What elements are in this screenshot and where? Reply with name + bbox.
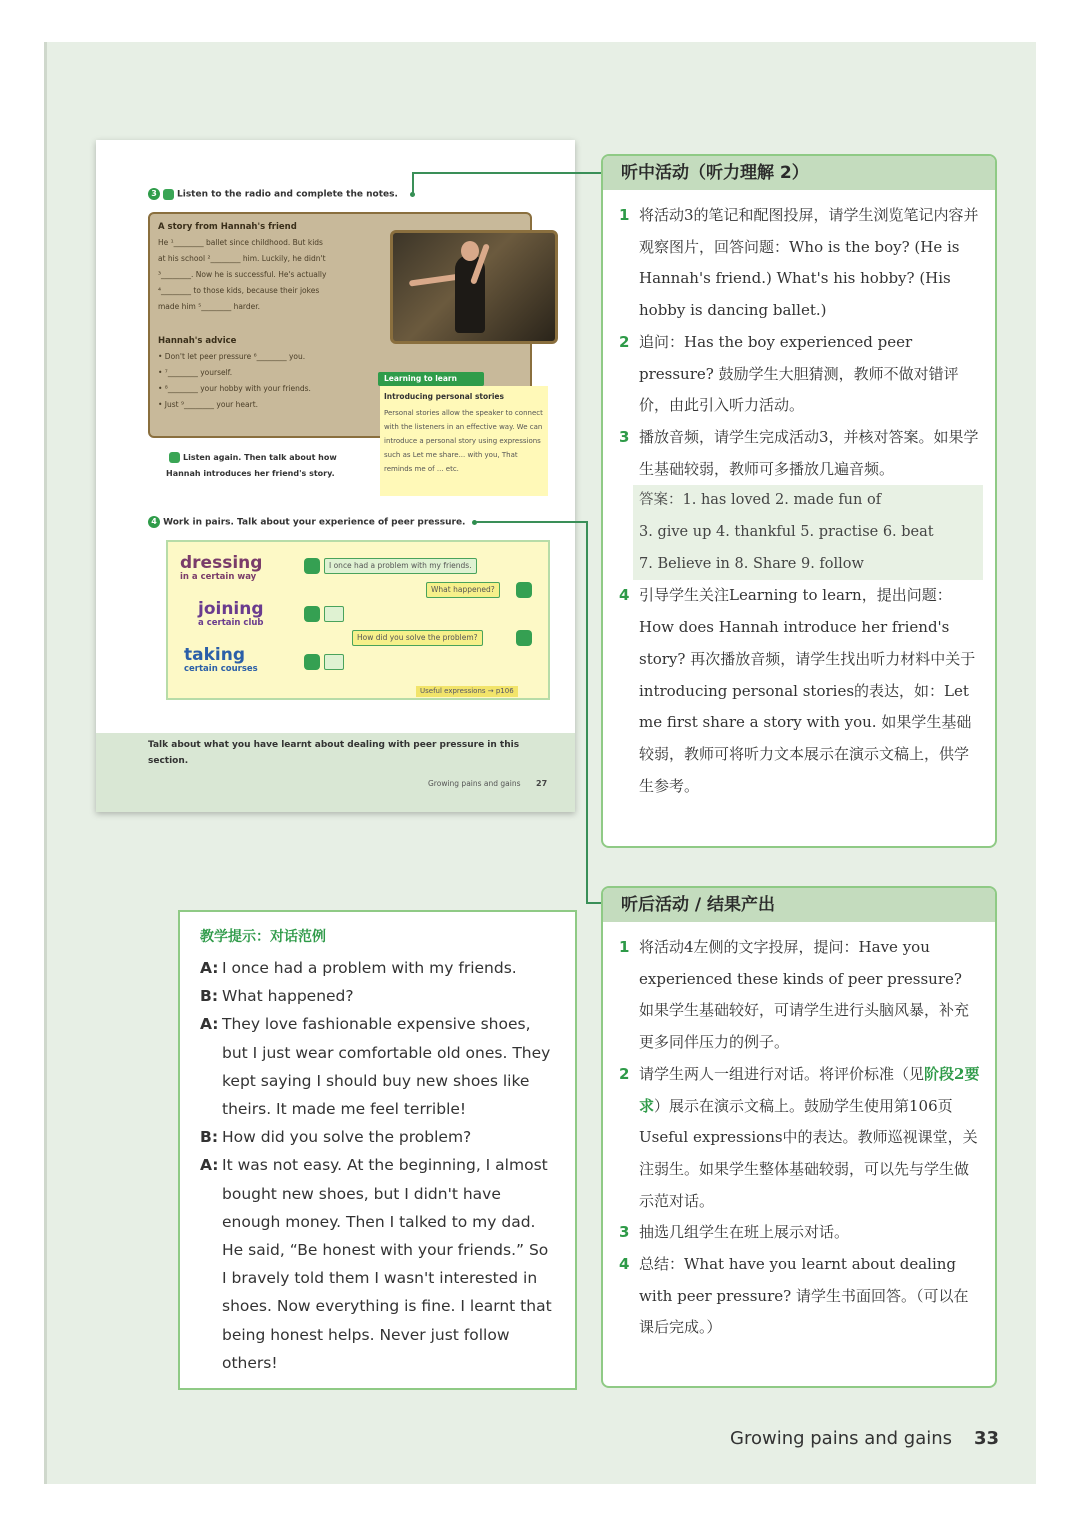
step-item: 4 总结：What have you learnt about dealing with peer pressure? 请学生书面回答。（可以在课后完成。） <box>619 1255 969 1337</box>
textbook-page-number: 27 <box>536 779 548 788</box>
notes-line: • ⁷________ yourself. <box>158 368 233 377</box>
notes-heading-story: A story from Hannah's friend <box>158 222 297 232</box>
activity-3-instruction: 3 Listen to the radio and complete the notes. <box>148 188 398 200</box>
activity-number-3: 3 <box>148 188 160 200</box>
dialogue-line: B: How did you solve the problem? <box>200 1128 472 1147</box>
dialogue-line: A: They love fashionable expensive shoes, but I just wear comfortable old ones. They kept saying I should buy new shoes like theirs. It made me feel terrible! <box>200 1015 551 1119</box>
speech-bubble: What happened? <box>426 582 500 598</box>
page-footer-label: Growing pains and gains <box>730 1428 953 1449</box>
connector-line <box>586 902 602 904</box>
step-item: 1 将活动3的笔记和配图投屏，请学生浏览笔记内容并观察图片，回答问题：Who is the boy? (He is Hannah's friend.) What's his hobby? (His hobby is dancing ballet.) <box>619 206 979 320</box>
dialogue-line: A: I once had a problem with my friends. <box>200 959 517 977</box>
notes-line: at his school ²________ him. Luckily, he didn't <box>158 254 326 263</box>
teaching-tip-box <box>178 910 577 1390</box>
step-item: 3 抽选几组学生在班上展示对话。 <box>619 1223 850 1242</box>
dialogue-line: A: It was not easy. At the beginning, I almost bought new shoes, but I didn't have enough money. Then I talked to my dad. He said, “Be honest with your friends.” So I bravely told them I wasn't interested in shoes. Now everything is fine. I learnt that being honest helps. Never just follow others! <box>200 1156 552 1372</box>
people-icon <box>516 582 532 598</box>
textbook-footer-text: Talk about what you have learnt about dealing with peer pressure in this section. <box>148 740 520 766</box>
speech-bubble: How did you solve the problem? <box>352 630 483 646</box>
notes-line: • ⁸________ your hobby with your friends. <box>158 384 311 393</box>
answer-line: 7. Believe in 8. Share 9. follow <box>639 555 864 572</box>
notes-line: • Just ⁹________ your heart. <box>158 400 259 409</box>
connector-line <box>476 521 587 523</box>
page-number: 33 <box>974 1428 1000 1449</box>
pair-work-panel <box>166 540 550 700</box>
people-icon <box>304 654 320 670</box>
answer-key <box>633 485 983 580</box>
dialogue <box>200 954 556 1377</box>
connector-line <box>586 521 588 903</box>
box-header: 听中活动（听力理解 2） <box>603 156 995 190</box>
step-item: 3 播放音频，请学生完成活动3，并核对答案。如果学生基础较弱，教师可多播放几遍音频。 <box>619 427 979 478</box>
notes-heading-advice: Hannah's advice <box>158 336 237 346</box>
ballet-dancer-photo <box>390 230 558 344</box>
listen-again-instruction: Listen again. Then talk about how Hannah introduces her friend's story. <box>166 453 337 478</box>
step-item: 1 将活动4左侧的文字投屏，提问：Have you experienced these kinds of peer pressure? 如果学生基础较好，可请学生进行头脑风暴，补充更多同伴压力的例子。 <box>619 938 970 1052</box>
answer-line: 答案：1. has loved 2. made fun of <box>639 492 882 509</box>
learning-to-learn-box <box>380 386 548 496</box>
keyword-taking: taking certain courses <box>184 645 258 674</box>
headphones-icon <box>169 452 180 463</box>
learning-to-learn-tag: Learning to learn <box>378 372 484 386</box>
notes-line: ⁴________ to those kids, because their jokes <box>158 286 320 295</box>
useful-expressions-link: Useful expressions → p106 <box>416 686 518 697</box>
connector-line <box>412 172 414 196</box>
notes-line: He ¹________ ballet since childhood. But kids <box>158 238 323 247</box>
people-icon <box>516 630 532 646</box>
activity-number-4: 4 <box>148 516 160 528</box>
keyword-joining: joining a certain club <box>198 599 264 628</box>
learning-body: Personal stories allow the speaker to connect with the listeners in an effective way. We can introduce a personal story using expressions such as Let me share... with you, That reminds me of ... etc. <box>384 409 543 473</box>
stage-2-requirements-link: 阶段2要求 <box>639 1064 980 1115</box>
keyword-dressing: dressing in a certain way <box>180 553 263 582</box>
step-item: 4 引导学生关注Learning to learn，提出问题：How does Hannah introduce her friend's story? 再次播放音频，请学生找出听力材料中关于introducing personal stories的表达，如：Let me first share a story with you. 如果学生基础较弱，教师可将听力文本展示在演示文稿上，供学生参考。 <box>619 586 976 795</box>
learning-title: Introducing personal stories <box>384 392 504 401</box>
notes-line: made him ⁵________ harder. <box>158 302 261 311</box>
tip-title: 教学提示：对话范例 <box>200 929 326 945</box>
answer-line: 3. give up 4. thankful 5. practise 6. beat <box>639 524 934 541</box>
step-item: 2 请学生两人一组进行对话。将评价标准（见阶段2要求）展示在演示文稿上。鼓励学生使用第106页Useful expressions中的表达。教师巡视课堂，关注弱生。如果学生整体基础较弱，可以先与学生做示范对话。 <box>619 1064 980 1210</box>
notes-line: ³________. Now he is successful. He's actually <box>158 270 327 279</box>
connector-line <box>412 172 602 174</box>
headphones-icon <box>163 189 174 200</box>
while-listening-box <box>601 154 997 848</box>
textbook-page <box>96 140 575 812</box>
empty-bubble <box>324 654 344 670</box>
post-listening-box <box>601 886 997 1388</box>
page-edge <box>44 42 47 1484</box>
dialogue-line: B: What happened? <box>200 987 354 1006</box>
people-icon <box>304 558 320 574</box>
people-icon <box>304 606 320 622</box>
notes-line: • Don't let peer pressure ⁶________ you. <box>158 352 306 361</box>
speech-bubble: I once had a problem with my friends. <box>324 558 477 574</box>
activity-4-instruction: 4 Work in pairs. Talk about your experience of peer pressure. <box>148 516 465 528</box>
box-header: 听后活动 / 结果产出 <box>603 888 995 922</box>
step-item: 2 追问：Has the boy experienced peer pressure? 鼓励学生大胆猜测，教师不做对错评价，由此引入听力活动。 <box>619 332 959 415</box>
empty-bubble <box>324 606 344 622</box>
textbook-page-label: Growing pains and gains <box>428 779 521 788</box>
